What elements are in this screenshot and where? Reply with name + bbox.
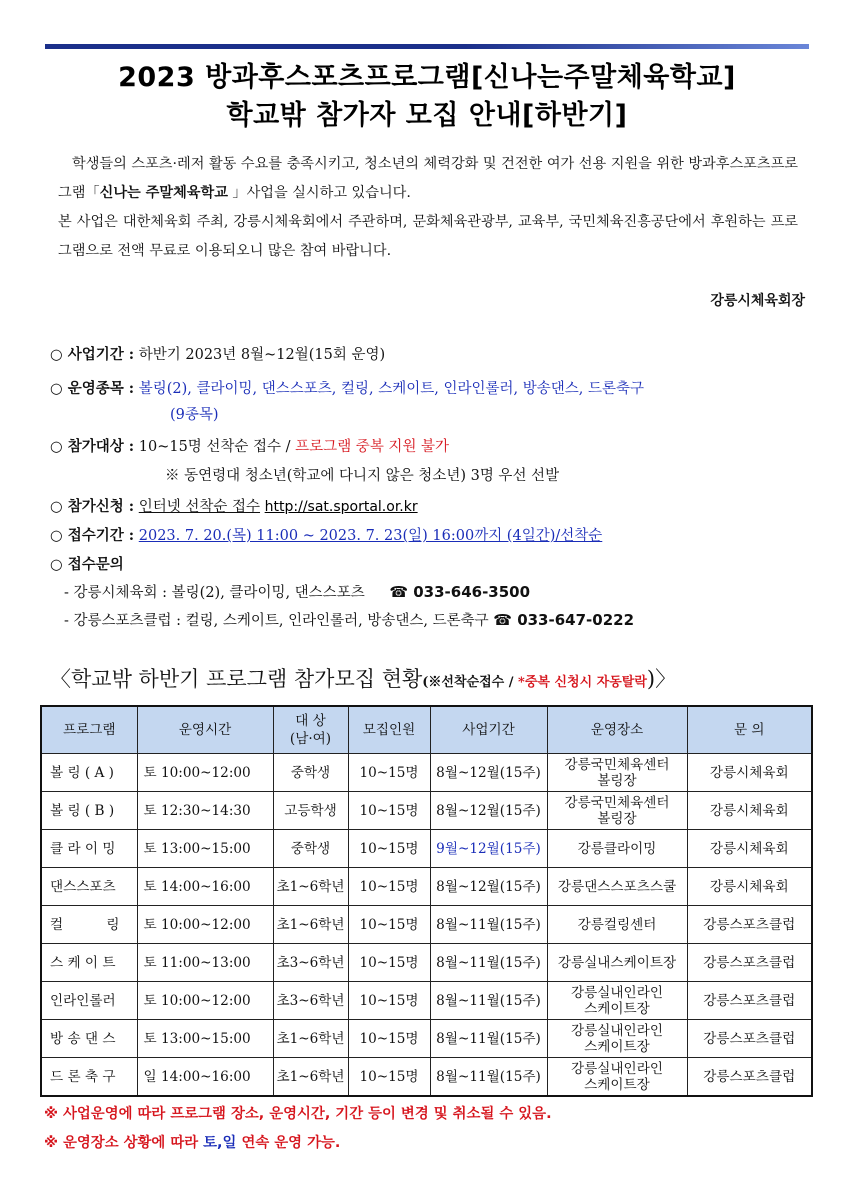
cell-target: 초1~6학년 xyxy=(273,868,348,906)
cell-program: 스 케 이 트 xyxy=(41,944,137,982)
cell-place: 강릉실내인라인 스케이트장 xyxy=(547,1058,687,1097)
cell-period: 8월~12월(15주) xyxy=(430,754,547,792)
intro-text xyxy=(58,150,798,266)
table-row xyxy=(41,1058,812,1097)
cell-program: 드 론 축 구 xyxy=(41,1058,137,1097)
cell-period: 8월~11월(15주) xyxy=(430,1020,547,1058)
cell-contact: 강릉스포츠클럽 xyxy=(687,906,812,944)
cell-period: 9월~12월(15주) xyxy=(430,830,547,868)
cell-time: 토 10:00~12:00 xyxy=(137,906,273,944)
cell-program: 볼 링 ( A ) xyxy=(41,754,137,792)
phone-icon-1: ☎ 033-646-3500 xyxy=(389,583,531,601)
cell-place: 강릉컬링센터 xyxy=(547,906,687,944)
section-title: 〈학교밖 하반기 프로그램 참가모집 현황(※선착순접수 / *중복 신청시 자동탈락)〉 xyxy=(50,667,677,691)
cell-time: 토 13:00~15:00 xyxy=(137,1020,273,1058)
cell-period: 8월~11월(15주) xyxy=(430,906,547,944)
info-inquiry: ○ 접수문의 xyxy=(50,556,124,573)
page-subtitle: 학교밖 참가자 모집 안내[하반기] xyxy=(226,100,628,131)
cell-place: 강릉실내인라인 스케이트장 xyxy=(547,982,687,1020)
header-period: 사업기간 xyxy=(430,706,547,754)
cell-target: 초1~6학년 xyxy=(273,1058,348,1097)
cell-time: 토 10:00~12:00 xyxy=(137,982,273,1020)
cell-place: 강릉국민체육센터 볼링장 xyxy=(547,754,687,792)
info-sports: ○ 운영종목 : 볼링(2), 클라이밍, 댄스스포츠, 컬링, 스케이트, 인라인롤러, 방송댄스, 드론축구 xyxy=(50,380,645,397)
program-table xyxy=(40,705,813,1097)
table-row xyxy=(41,982,812,1020)
cell-time: 토 12:30~14:30 xyxy=(137,792,273,830)
cell-count: 10~15명 xyxy=(348,868,430,906)
cell-contact: 강릉시체육회 xyxy=(687,830,812,868)
cell-contact: 강릉시체육회 xyxy=(687,754,812,792)
cell-target: 초1~6학년 xyxy=(273,906,348,944)
header-program: 프로그램 xyxy=(41,706,137,754)
info-sports-count: (9종목) xyxy=(170,407,219,423)
info-apply: ○ 참가신청 : 인터넷 선착순 접수 http://sat.sportal.or.kr xyxy=(50,498,418,515)
cell-program: 인라인롤러 xyxy=(41,982,137,1020)
cell-place: 강릉국민체육센터 볼링장 xyxy=(547,792,687,830)
cell-target: 중학생 xyxy=(273,754,348,792)
cell-count: 10~15명 xyxy=(348,982,430,1020)
note-2: ※ 운영장소 상황에 따라 토,일 연속 운영 가능. xyxy=(44,1135,341,1151)
info-target: ○ 참가대상 : 10~15명 선착순 접수 / 프로그램 중복 지원 불가 xyxy=(50,438,450,455)
top-rule xyxy=(45,44,809,49)
cell-target: 초1~6학년 xyxy=(273,1020,348,1058)
cell-program: 댄스스포츠 xyxy=(41,868,137,906)
cell-count: 10~15명 xyxy=(348,1020,430,1058)
cell-count: 10~15명 xyxy=(348,906,430,944)
info-reception: ○ 접수기간 : 2023. 7. 20.(목) 11:00 ~ 2023. 7. 23(일) 16:00까지 (4일간)/선착순 xyxy=(50,527,603,544)
header-time: 운영시간 xyxy=(137,706,273,754)
program-name: 신나는 주말체육학교 xyxy=(99,185,228,201)
table-row xyxy=(41,906,812,944)
cell-period: 8월~12월(15주) xyxy=(430,792,547,830)
cell-contact: 강릉스포츠클럽 xyxy=(687,1020,812,1058)
cell-place: 강릉실내인라인 스케이트장 xyxy=(547,1020,687,1058)
cell-period: 8월~11월(15주) xyxy=(430,982,547,1020)
cell-count: 10~15명 xyxy=(348,792,430,830)
table-row xyxy=(41,944,812,982)
notes xyxy=(44,1102,552,1160)
cell-contact: 강릉스포츠클럽 xyxy=(687,944,812,982)
info-target-note: ※ 동연령대 청소년(학교에 다니지 않은 청소년) 3명 우선 선발 xyxy=(165,468,560,484)
header-count: 모집인원 xyxy=(348,706,430,754)
cell-count: 10~15명 xyxy=(348,944,430,982)
cell-period: 8월~11월(15주) xyxy=(430,944,547,982)
cell-count: 10~15명 xyxy=(348,1058,430,1097)
header-contact: 문 의 xyxy=(687,706,812,754)
table-header-row xyxy=(41,706,812,754)
cell-contact: 강릉스포츠클럽 xyxy=(687,1058,812,1097)
cell-count: 10~15명 xyxy=(348,830,430,868)
intro-paragraph-2: 본 사업은 대한체육회 주최, 강릉시체육회에서 주관하며, 문화체육관광부, 교육부, 국민체육진흥공단에서 후원하는 프로그램으로 전액 무료로 이용되오니 많은 참여 바랍니다. xyxy=(58,214,798,259)
note-1: ※ 사업운영에 따라 프로그램 장소, 운영시간, 기간 등이 변경 및 취소될 수 있음. xyxy=(44,1106,552,1122)
table-row xyxy=(41,792,812,830)
table-row xyxy=(41,868,812,906)
page-title: 2023 방과후스포츠프로그램[신나는주말체육학교] xyxy=(118,62,736,93)
organizer: 강릉시체육회장 xyxy=(710,293,805,309)
cell-time: 일 14:00~16:00 xyxy=(137,1058,273,1097)
cell-contact: 강릉스포츠클럽 xyxy=(687,982,812,1020)
cell-contact: 강릉시체육회 xyxy=(687,792,812,830)
cell-target: 고등학생 xyxy=(273,792,348,830)
cell-target: 초3~6학년 xyxy=(273,944,348,982)
cell-period: 8월~11월(15주) xyxy=(430,1058,547,1097)
cell-place: 강릉실내스케이트장 xyxy=(547,944,687,982)
inquiry-1: - 강릉시체육회 : 볼링(2), 클라이밍, 댄스스포츠 ☎ 033-646-3500 xyxy=(64,583,531,601)
cell-place: 강릉클라이밍 xyxy=(547,830,687,868)
cell-period: 8월~12월(15주) xyxy=(430,868,547,906)
inquiry-2: - 강릉스포츠클럽 : 컬링, 스케이트, 인라인롤러, 방송댄스, 드론축구 ☎ 033-647-0222 xyxy=(64,611,635,629)
cell-count: 10~15명 xyxy=(348,754,430,792)
table-row xyxy=(41,830,812,868)
cell-time: 토 13:00~15:00 xyxy=(137,830,273,868)
phone-icon-2: ☎ 033-647-0222 xyxy=(493,611,635,629)
header-target: 대 상 (남·여) xyxy=(273,706,348,754)
cell-program: 클 라 이 밍 xyxy=(41,830,137,868)
cell-time: 토 11:00~13:00 xyxy=(137,944,273,982)
cell-program: 볼 링 ( B ) xyxy=(41,792,137,830)
apply-url-link[interactable]: http://sat.sportal.or.kr xyxy=(264,499,418,515)
cell-place: 강릉댄스스포츠스쿨 xyxy=(547,868,687,906)
cell-time: 토 14:00~16:00 xyxy=(137,868,273,906)
table-row xyxy=(41,754,812,792)
cell-target: 초3~6학년 xyxy=(273,982,348,1020)
cell-target: 중학생 xyxy=(273,830,348,868)
header-place: 운영장소 xyxy=(547,706,687,754)
cell-time: 토 10:00~12:00 xyxy=(137,754,273,792)
info-period: ○ 사업기간 : 하반기 2023년 8월~12월(15회 운영) xyxy=(50,346,386,363)
table-row xyxy=(41,1020,812,1058)
intro-paragraph-1: 학생들의 스포츠·레저 활동 수요를 충족시키고, 청소년의 체력강화 및 건전한 여가 선용 지원을 위한 방과후스포츠프로그램「신나는 주말체육학교 」사업을 실시하고 있습니다. xyxy=(58,156,798,201)
cell-program: 방 송 댄 스 xyxy=(41,1020,137,1058)
cell-program: 컬 링 xyxy=(41,906,137,944)
cell-contact: 강릉시체육회 xyxy=(687,868,812,906)
